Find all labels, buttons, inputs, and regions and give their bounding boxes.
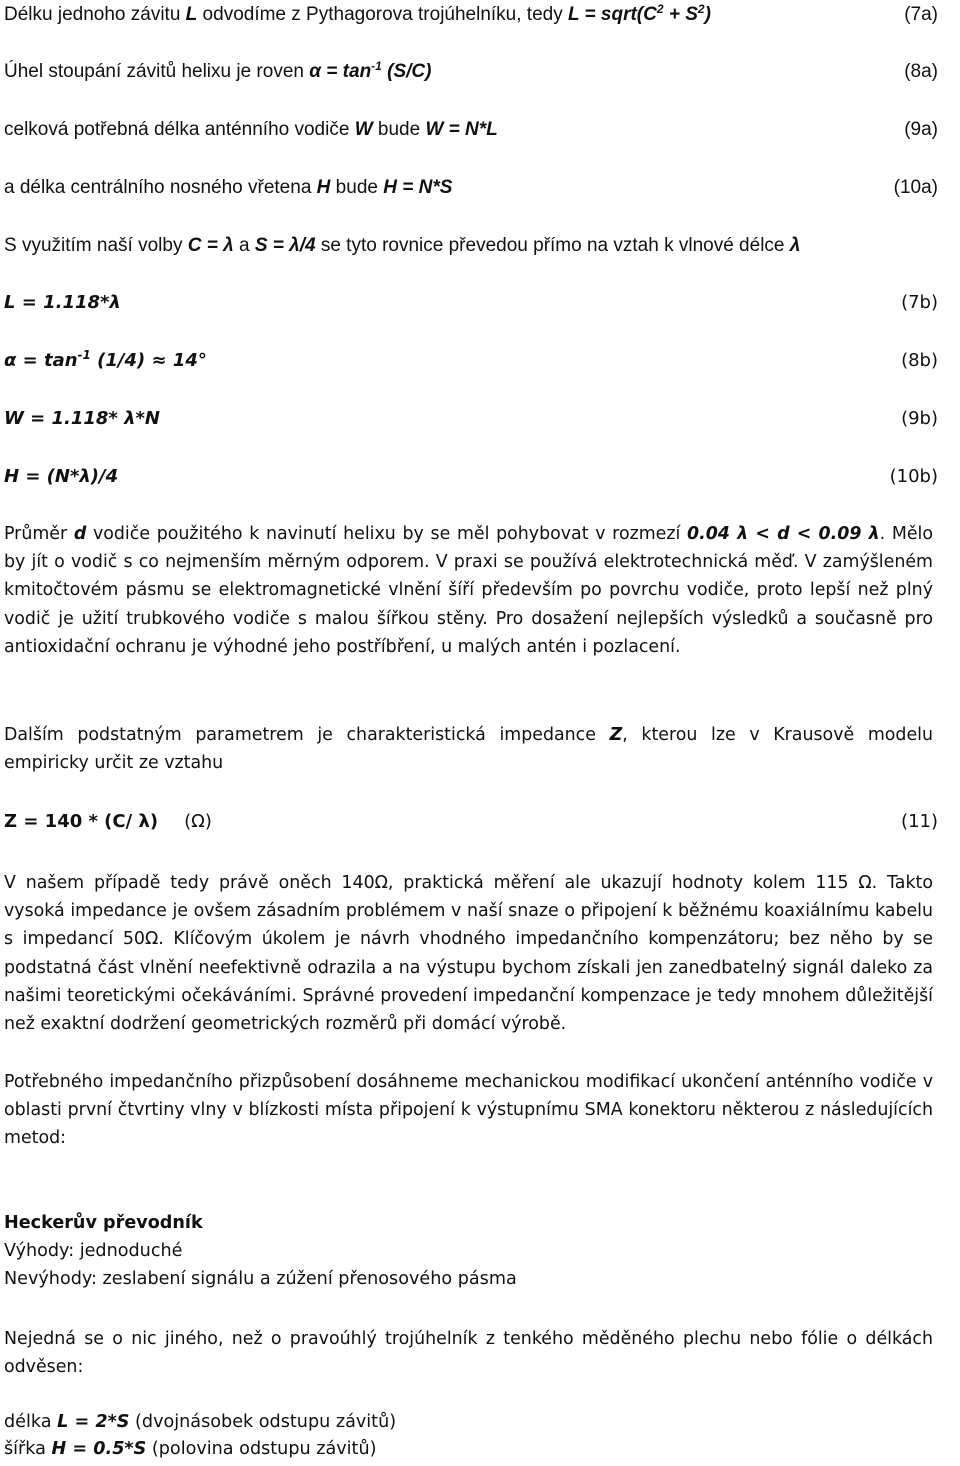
equation-number: (10a) [893, 177, 938, 198]
equation-number: (8b) [901, 350, 938, 371]
equation-number: (7a) [904, 4, 938, 25]
text: bude [330, 177, 384, 198]
var-L: L [185, 4, 198, 25]
superscript: 2 [656, 2, 664, 16]
text: se tyto rovnice převedou přímo na vztah k vlnové délce [315, 235, 790, 256]
formula-11 [4, 810, 212, 834]
hecker-heading [4, 1211, 203, 1235]
equation-number: (9b) [901, 408, 938, 429]
text: (dvojnásobek odstupu závitů) [129, 1412, 397, 1432]
text: a [233, 235, 255, 256]
hecker-length [4, 1410, 396, 1434]
paragraph-matching: Potřebného impedančního přizpůsobení dosáhneme mechanickou modifikací ukončení anténního vodiče v oblasti první čtvrtiny vlny v blízkosti místa připojení k výstupnímu SMA konektoru některou z následujících metod: [4, 1072, 933, 1149]
text: , kterou lze v Krausově modelu empiricky určit ze vztahu [4, 725, 933, 774]
text: celková potřebná délka anténního vodiče [4, 119, 355, 140]
formula-10a: H = N*S [383, 177, 453, 198]
hecker-pros: Výhody: jednoduché [4, 1241, 183, 1261]
text: . Mělo by jít o vodič s co nejmenším měrným odporem. V praxi se používá elektrotechnická měď. V zamýšleném kmitočtovém pásmu se elektromagnetické vlnění šíří především po povrchu vodiče, proto lepší než plný vodič je užití trubkového vodiče s malou šířkou stěny. Pro dosažení nejlepších výsledků a současně pro antioxidační ochranu je výhodné jeho postříbření, u malých antén i pozlacení. [4, 524, 934, 657]
hecker-width [4, 1437, 376, 1461]
formula: H = (N*λ)/4 [4, 466, 119, 487]
formula: H = 0.5*S [51, 1439, 147, 1459]
hecker-cons: Nevýhody: zeslabení signálu a zúžení přenosového pásma [4, 1269, 517, 1289]
formula: L = 1.118*λ [4, 292, 121, 313]
text: a délka centrálního nosného vřetena [4, 177, 317, 198]
text: (polovina odstupu závitů) [146, 1439, 377, 1459]
text: Dalším podstatným parametrem je charakteristická impedance [4, 725, 610, 745]
formula: (1/4) ≈ 14° [90, 350, 207, 371]
formula-9b [4, 407, 160, 431]
lambda-symbol: λ [789, 235, 801, 256]
eq-8a-line [4, 60, 938, 84]
text: bude [372, 119, 426, 140]
hecker-description: Nejedná se o nic jiného, než o pravoúhlý trojúhelník z tenkého měděného plechu nebo fólie o délkách odvěsen: [4, 1329, 933, 1378]
equation-number: (8a) [904, 61, 938, 82]
var-Z: Z [609, 725, 623, 745]
paragraph-diameter [4, 520, 933, 661]
formula-10b [4, 465, 118, 489]
formula-7a: ) [704, 4, 711, 25]
var-d: d [73, 524, 87, 544]
eq-7a-line [4, 3, 938, 27]
equation-number: (7b) [901, 292, 938, 313]
superscript: -1 [371, 59, 382, 73]
text: S využitím naší volby [4, 235, 188, 256]
ohm-unit: (Ω) [184, 811, 212, 832]
equation-number: (9a) [904, 119, 938, 140]
text: Délku jednoho závitu [4, 4, 186, 25]
paragraph-measurement: V našem případě tedy právě oněch 140Ω, praktická měření ale ukazují hodnoty kolem 115 Ω. Takto vysoká impedance je ovšem zásadním problémem v naší snaze o připojení k běžnému koaxiálnímu kabelu s impedancí 50Ω. Klíčovým úkolem je návrh vhodného impedančního kompenzátoru; bez něho by se podstatná část vlnění neefektivně odrazila a na výstupu bychom získali jen zanedbatelný signál daleko za našimi teoretickými očekáváními. Správné provedení impedanční kompenzace je tedy mnohem důležitější než exaktní dodržení geometrických rozměrů při domácí výrobě. [4, 873, 933, 1035]
formula: Z = 140 * (C/ λ) [4, 811, 159, 832]
paragraph-impedance [4, 721, 933, 777]
eq-9a-line [4, 118, 938, 142]
text: šířka [4, 1439, 52, 1459]
formula-7b [4, 291, 121, 315]
equation-number: (11) [901, 811, 938, 832]
var-W: W [354, 119, 373, 140]
formula: α = tan [4, 350, 78, 371]
formula: C = λ [187, 235, 234, 256]
formula-8b [4, 349, 207, 373]
superscript: -1 [77, 348, 91, 362]
text: Průměr [4, 524, 74, 544]
equation-number: (10b) [889, 466, 938, 487]
formula: L = 2*S [57, 1412, 130, 1432]
formula-9a: W = N*L [425, 119, 498, 140]
formula: S = λ/4 [254, 235, 316, 256]
diameter-range: 0.04 λ < d < 0.09 λ [687, 524, 880, 544]
var-H: H [316, 177, 331, 198]
text: Úhel stoupání závitů helixu je roven [4, 61, 310, 82]
heading: Heckerův převodník [4, 1213, 203, 1233]
formula-7a: L = sqrt(C [568, 4, 657, 25]
eq-10a-line [4, 176, 938, 200]
text: odvodíme z Pythagorova trojúhelníku, tedy [197, 4, 568, 25]
formula: W = 1.118* λ*N [4, 408, 160, 429]
formula-8a: α = tan [309, 61, 372, 82]
text: délka [4, 1412, 58, 1432]
superscript: 2 [697, 2, 705, 16]
formula-8a: (S/C) [381, 61, 432, 82]
wavelength-intro-line [4, 234, 938, 258]
text: vodiče použitého k navinutí helixu by se měl pohybovat v rozmezí [86, 524, 687, 544]
formula-7a: + S [663, 4, 698, 25]
